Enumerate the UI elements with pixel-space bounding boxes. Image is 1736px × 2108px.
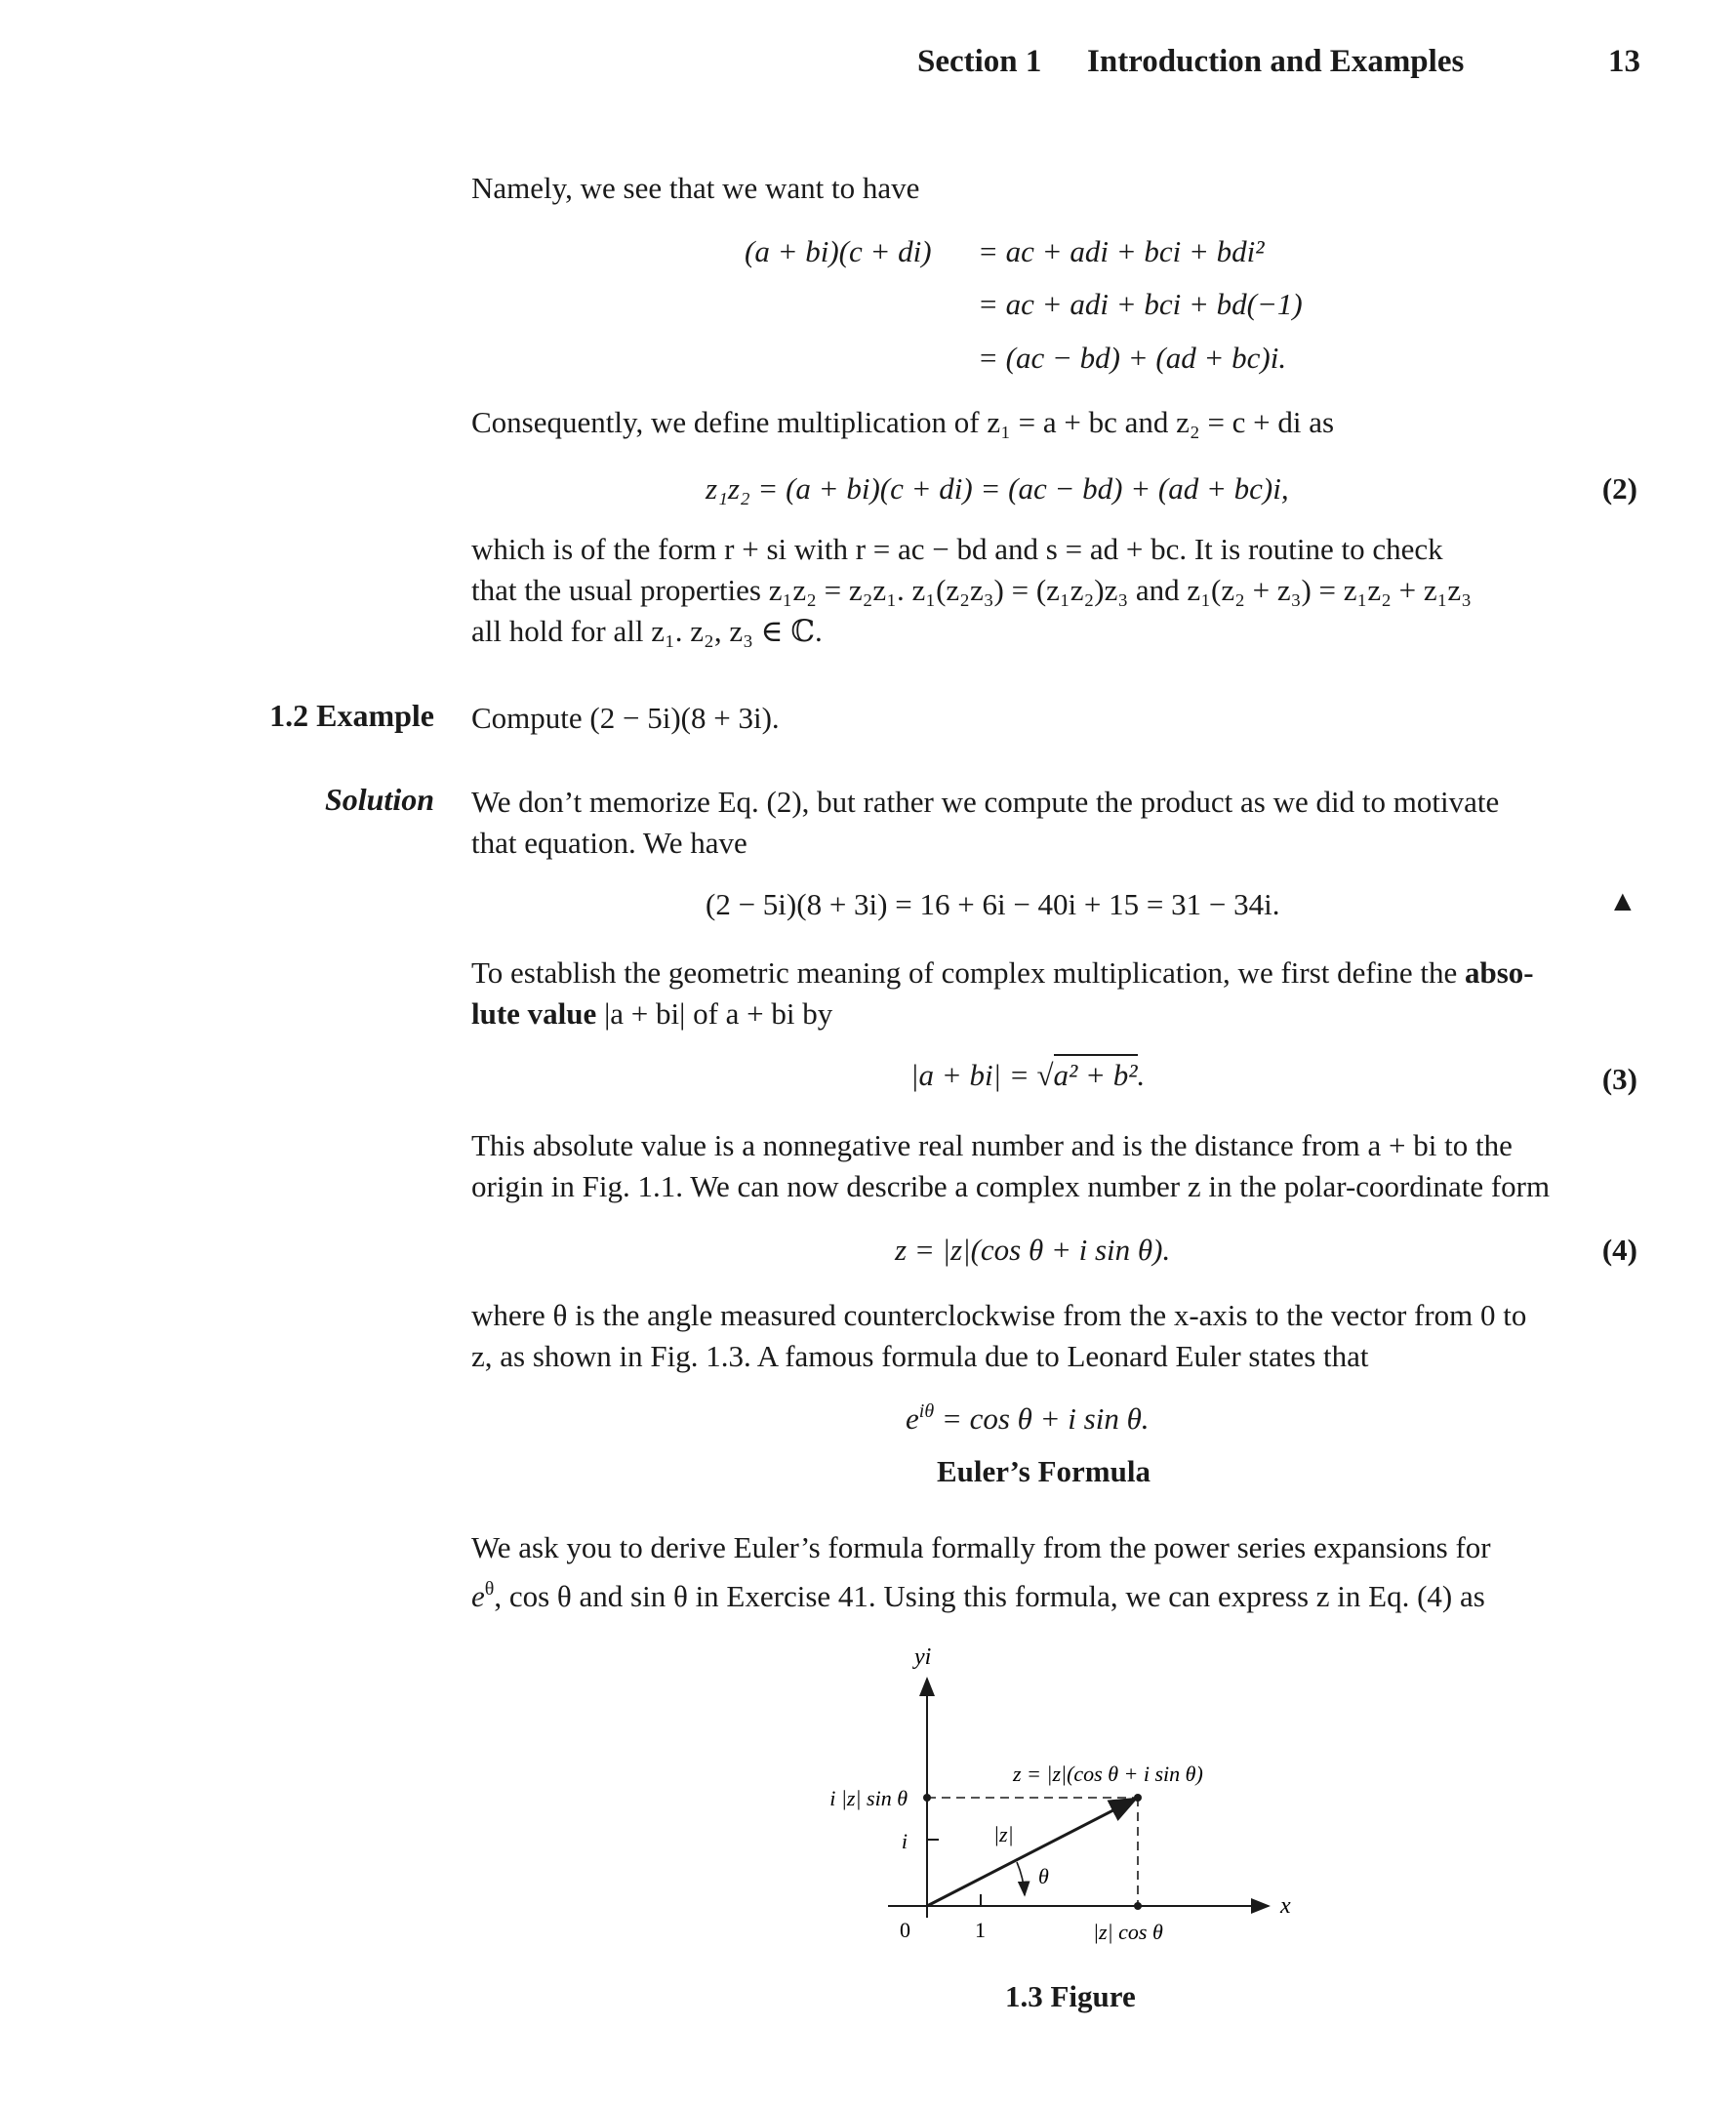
solution-text	[471, 782, 1637, 864]
paragraph-line: This absolute value is a nonnegative real number and is the distance from a + bi to the	[471, 1128, 1513, 1162]
paragraph-line: Consequently, we define multiplication of z₁ = a + bc and z₂ = c + di as	[471, 405, 1335, 439]
modulus-label: |z|	[993, 1822, 1014, 1846]
z-point	[1134, 1794, 1142, 1802]
running-header-title: Introduction and Examples	[1087, 44, 1465, 79]
one-label: 1	[975, 1918, 986, 1942]
derivation-line3-rhs: = (ac − bd) + (ad + bc)i.	[978, 341, 1287, 375]
paragraph-line: which is of the form r + si with r = ac − bd and s = ad + bc. It is routine to check	[471, 532, 1443, 566]
paragraph-nonnegative	[471, 1125, 1637, 1207]
cos-label: |z| cos θ	[1093, 1920, 1163, 1944]
sin-point	[923, 1794, 931, 1802]
paragraph-line: that equation. We have	[471, 826, 747, 860]
sin-label: i |z| sin θ	[829, 1786, 908, 1810]
example-text	[471, 698, 1637, 739]
paragraph-line: lute value |a + bi| of a + bi by	[471, 996, 833, 1031]
paragraph-line: origin in Fig. 1.1. We can now describe a complex number z in the polar-coordinate form	[471, 1169, 1551, 1203]
origin-label: 0	[900, 1918, 910, 1942]
paragraph-line: To establish the geometric meaning of complex multiplication, we first define the abso-	[471, 955, 1534, 990]
equation-4-number: (4)	[1601, 1233, 1637, 1267]
solution-equation: (2 − 5i)(8 + 3i) = 16 + 6i − 40i + 15 = 31 − 34i.	[706, 887, 1280, 921]
derivation-line1-rhs: = ac + adi + bci + bdi²	[978, 234, 1265, 268]
theta-label: θ	[1038, 1864, 1049, 1888]
paragraph-line: Namely, we see that we want to have	[471, 171, 920, 205]
paragraph-line: where θ is the angle measured counterclockwise from the x-axis to the vector from 0 to	[471, 1298, 1527, 1332]
euler-formula: $e^{i\theta} = \cos \theta + i$ sin θ.	[906, 1400, 1150, 1436]
equation-3: |a + bi| = √a² + b².	[910, 1058, 1145, 1093]
paragraph-line: We ask you to derive Euler’s formula formally from the power series expansions for	[471, 1530, 1491, 1564]
paragraph-line: z, as shown in Fig. 1.3. A famous formula due to Leonard Euler states that	[471, 1339, 1369, 1373]
paragraph-absolute-value	[471, 953, 1637, 1034]
paragraph-line: all hold for all z₁. z₂, z₃ ∈ ℂ.	[471, 614, 823, 648]
paragraph-line: $e^\theta$, cos θ and sin θ in Exercise 41. Using this formula, we can express z in Eq. (4) as	[471, 1578, 1485, 1613]
paragraph-line: Compute (2 − 5i)(8 + 3i).	[471, 701, 780, 735]
paragraph-ask	[471, 1527, 1637, 1617]
paragraph-namely	[471, 168, 1637, 209]
running-header-section: Section 1	[917, 44, 1042, 79]
solution-label: Solution	[324, 782, 434, 817]
theta-arc	[1017, 1862, 1025, 1895]
paragraph-line: that the usual properties z₁z₂ = z₂z₁. z₁(z₂z₃) = (z₁z₂)z₃ and z₁(z₂ + z₃) = z₁z₂ + z₁z₃	[471, 573, 1472, 607]
z-point-label: z = |z|(cos θ + i sin θ)	[1013, 1762, 1203, 1786]
paragraph-line: We don’t memorize Eq. (2), but rather we compute the product as we did to motivate	[471, 785, 1500, 819]
equation-3-number: (3)	[1601, 1062, 1637, 1096]
polar-form-figure	[761, 1640, 1327, 1962]
derivation-line2-rhs: = ac + adi + bci + bd(−1)	[978, 287, 1303, 321]
paragraph-consequently	[471, 402, 1637, 443]
example-label: 1.2 Example	[269, 698, 434, 733]
equation-2-number: (2)	[1601, 471, 1637, 506]
paragraph-where	[471, 1295, 1637, 1377]
equation-4: z = |z|(cos θ + i sin θ).	[895, 1233, 1171, 1267]
y-axis-label: yi	[914, 1644, 932, 1670]
page-number: 13	[1608, 44, 1640, 79]
figure-caption: 1.3 Figure	[1005, 1979, 1136, 2013]
end-of-example-mark: ▲	[1608, 885, 1637, 917]
euler-formula-caption: Euler’s Formula	[937, 1454, 1151, 1488]
cos-point	[1134, 1902, 1142, 1910]
x-axis-label: x	[1280, 1893, 1291, 1919]
z-vector	[927, 1799, 1136, 1906]
derivation-line1-lhs: (a + bi)(c + di)	[745, 234, 932, 268]
paragraph-which	[471, 529, 1637, 652]
equation-2: z₁z₂ = (a + bi)(c + di) = (ac − bd) + (ad + bc)i,	[706, 471, 1289, 506]
i-tick-label: i	[901, 1829, 908, 1853]
